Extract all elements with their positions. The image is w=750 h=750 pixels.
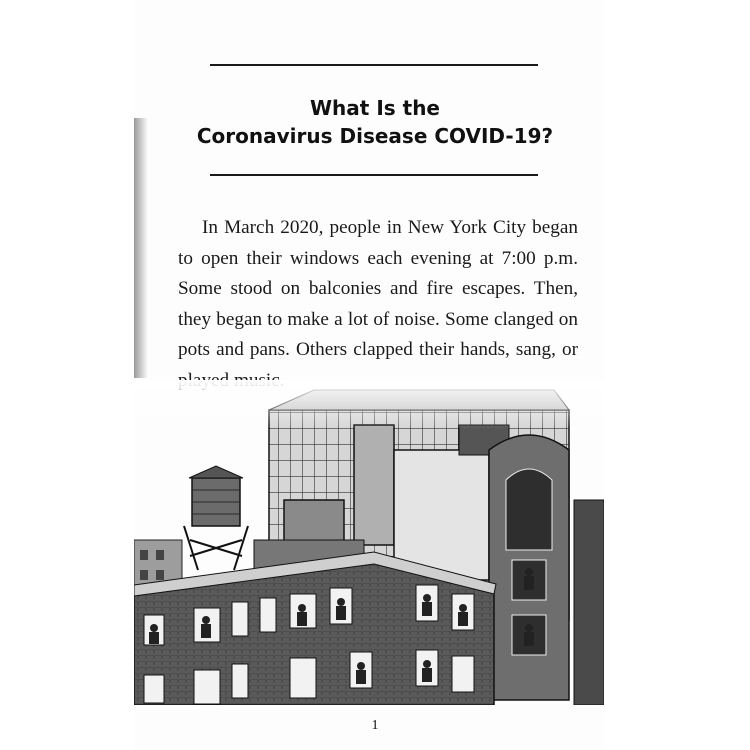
chapter-title-line-2: Coronavirus Disease COVID-19? [196,124,554,148]
city-buildings-illustration [134,380,604,705]
body-paragraph [178,213,578,396]
top-divider-rule [210,64,538,66]
body-paragraph-text: In March 2020, people in New York City began to open their windows each evening at 7:00 p.m. Some stood on balconies and fire escapes. Then, they began to make a lot of noise. Some clanged on pots and pans. Others clapped their hands, sang, or [178,217,578,360]
page-number: 1 [371,718,379,733]
bottom-divider-rule [210,174,538,176]
page-edge-shadow [134,118,148,378]
chapter-title-line-1: What Is the [310,96,440,120]
